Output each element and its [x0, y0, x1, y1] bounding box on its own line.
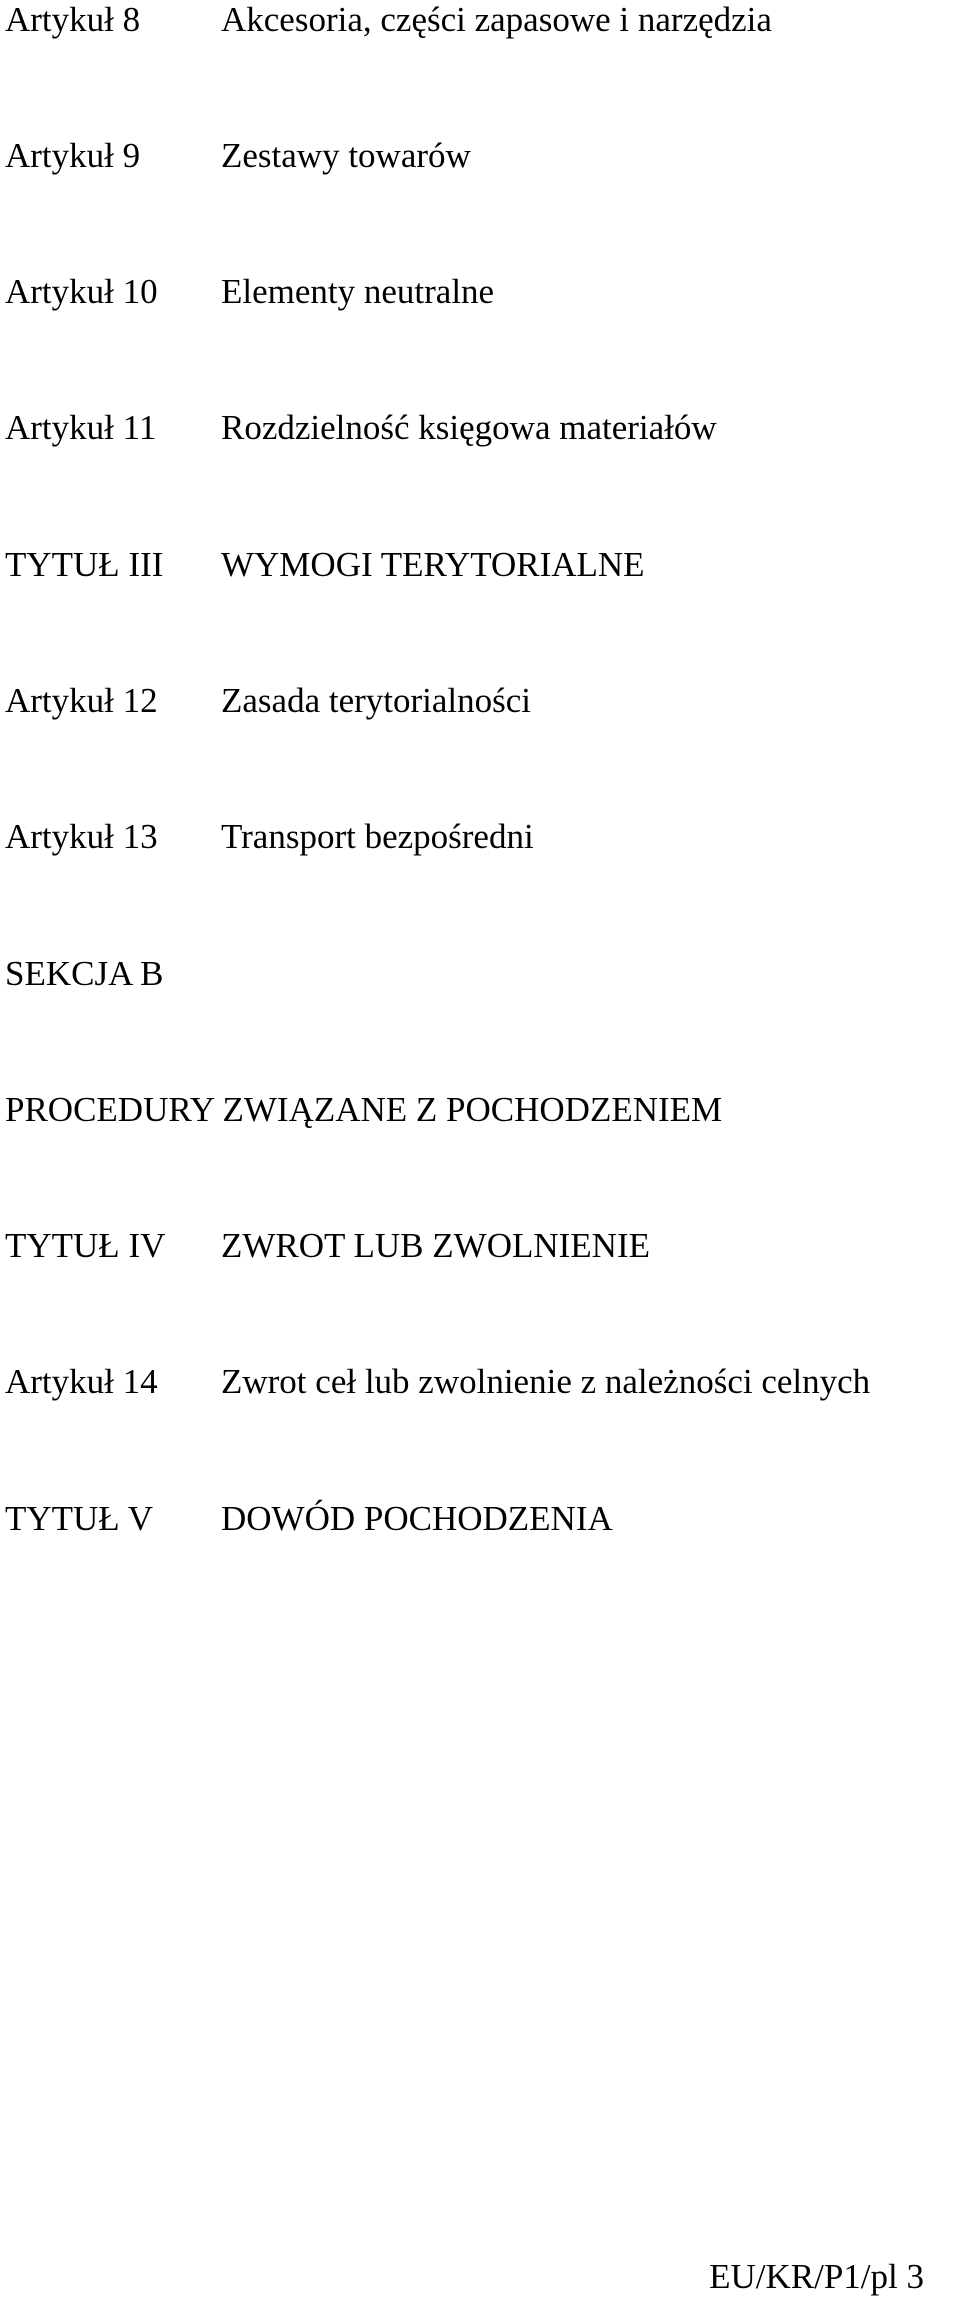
toc-label: Artykuł 13 [5, 817, 158, 856]
toc-label: Artykuł 11 [5, 408, 157, 447]
section-heading: SEKCJA B [5, 954, 164, 993]
toc-label: Artykuł 10 [5, 272, 158, 311]
toc-label: TYTUŁ V [5, 1499, 154, 1538]
toc-title: WYMOGI TERYTORIALNE [221, 545, 645, 584]
toc-label: Artykuł 8 [5, 0, 141, 39]
toc-title: ZWROT LUB ZWOLNIENIE [221, 1226, 650, 1265]
toc-title: Akcesoria, części zapasowe i narzędzia [221, 0, 772, 39]
toc-title: Rozdzielność księgowa materiałów [221, 408, 717, 447]
toc-label: Artykuł 9 [5, 136, 141, 175]
toc-title: Elementy neutralne [221, 272, 495, 311]
toc-label: TYTUŁ IV [5, 1226, 166, 1265]
toc-label: Artykuł 12 [5, 681, 158, 720]
toc-label: TYTUŁ III [5, 545, 164, 584]
toc-title: Zwrot ceł lub zwolnienie z należności celnych [221, 1362, 871, 1401]
toc-title: DOWÓD POCHODZENIA [221, 1499, 613, 1538]
toc-title: Zestawy towarów [221, 136, 471, 175]
toc-title: Zasada terytorialności [221, 681, 532, 720]
toc-label: Artykuł 14 [5, 1362, 158, 1401]
section-subheading: PROCEDURY ZWIĄZANE Z POCHODZENIEM [5, 1090, 723, 1129]
document-reference-code: EU/KR/P1/pl 3 [709, 2257, 924, 2296]
toc-title: Transport bezpośredni [221, 817, 534, 856]
